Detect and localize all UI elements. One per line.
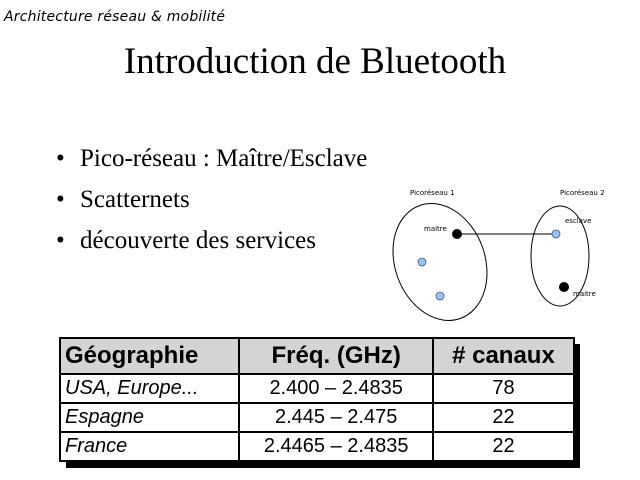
piconet1-label: Picoréseau 1 <box>410 189 455 197</box>
table-cell: 2.445 – 2.475 <box>239 403 432 432</box>
table-cell: 22 <box>433 403 574 432</box>
piconet1-ellipse <box>380 190 503 322</box>
table-row <box>60 403 574 432</box>
piconet2-label: Picoréseau 2 <box>560 189 605 197</box>
table-cell: France <box>60 432 239 461</box>
table-cell: Espagne <box>60 403 239 432</box>
master2-label: maitre <box>573 290 596 298</box>
column-header: # canaux <box>433 338 574 374</box>
bullet-list <box>56 142 367 265</box>
table-header-row <box>60 338 574 374</box>
bullet-text: Pico-réseau : Maître/Esclave <box>80 145 368 172</box>
table-cell: 2.4465 – 2.4835 <box>239 432 432 461</box>
scatternet-diagram <box>380 182 640 322</box>
slave-node <box>418 258 426 266</box>
table-cell: 78 <box>433 374 574 403</box>
table-cell: 2.400 – 2.4835 <box>239 374 432 403</box>
slide-title: Introduction de Bluetooth <box>123 41 507 82</box>
bullet-icon: • <box>56 145 65 172</box>
table-cell: 22 <box>433 432 574 461</box>
column-header: Géographie <box>60 338 239 374</box>
frequency-table <box>59 337 575 462</box>
bullet-text: Scatternets <box>80 186 190 213</box>
slave-label: esclave <box>565 217 592 225</box>
table-row <box>60 374 574 403</box>
course-title: Architecture réseau & mobilité <box>4 9 226 25</box>
bullet-text: découverte des services <box>80 227 316 254</box>
slave-node <box>436 292 444 300</box>
bullet-item <box>56 224 367 265</box>
master1-label: maitre <box>424 225 447 233</box>
master-node-1 <box>452 229 462 239</box>
bullet-item <box>56 183 367 224</box>
bullet-icon: • <box>56 227 65 254</box>
bullet-item <box>56 142 367 183</box>
table-cell: USA, Europe... <box>60 374 239 403</box>
bullet-icon: • <box>56 186 65 213</box>
master-node-2 <box>559 282 569 292</box>
column-header: Fréq. (GHz) <box>239 338 432 374</box>
slave-node-shared <box>552 230 560 238</box>
table-row <box>60 432 574 461</box>
